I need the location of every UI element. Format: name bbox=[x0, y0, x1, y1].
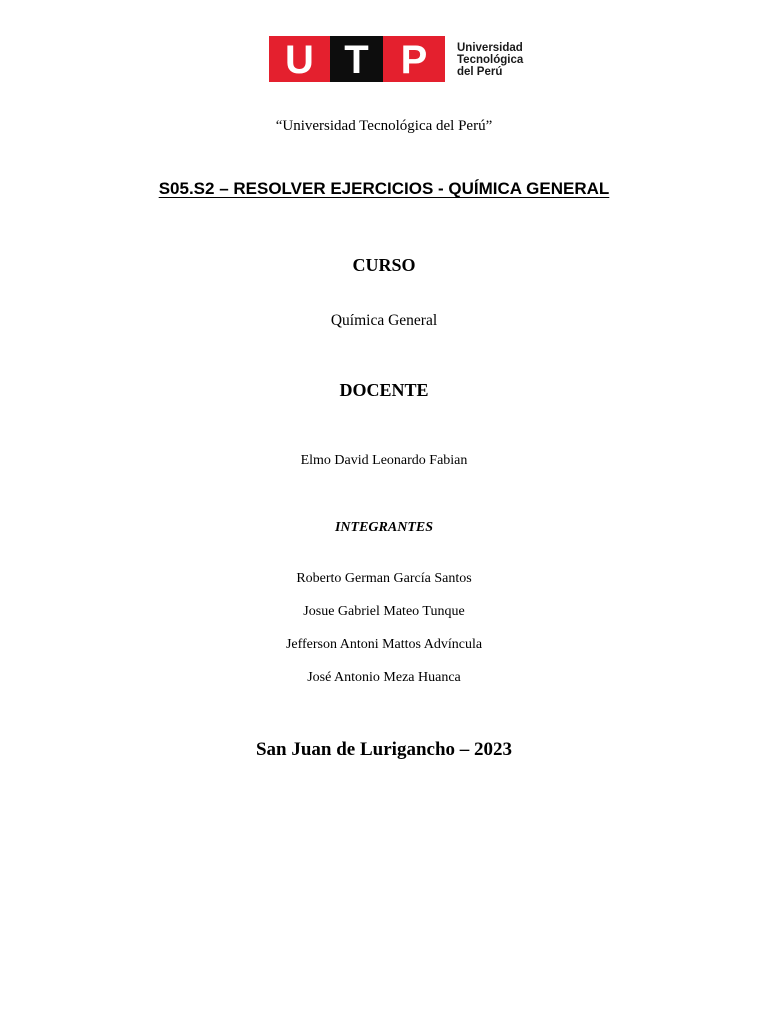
logo-letter-p: P bbox=[400, 38, 428, 82]
document-title bbox=[0, 179, 768, 199]
member-name: Josue Gabriel Mateo Tunque bbox=[303, 604, 465, 619]
logo-wordmark-line: del Perú bbox=[457, 66, 503, 78]
logo-letter-u: U bbox=[285, 38, 314, 82]
document-title-text: S05.S2 – RESOLVER EJERCICIOS - QUÍMICA GENERAL bbox=[158, 179, 610, 198]
teacher-heading: DOCENTE bbox=[339, 380, 429, 400]
member-name: Jefferson Antoni Mattos Advíncula bbox=[285, 637, 483, 652]
place-year: San Juan de Lurigancho – 2023 bbox=[255, 739, 513, 760]
course-heading: CURSO bbox=[352, 255, 416, 275]
logo-wordmark bbox=[457, 42, 523, 78]
member-name: José Antonio Meza Huanca bbox=[307, 670, 461, 685]
logo-wordmark-line: Tecnológica bbox=[457, 54, 524, 66]
logo-letter-t: T bbox=[344, 38, 369, 82]
members-heading: INTEGRANTES bbox=[334, 520, 434, 535]
institution-quote: “Universidad Tecnológica del Perú” bbox=[275, 118, 493, 134]
course-value: Química General bbox=[330, 312, 438, 329]
member-name: Roberto German García Santos bbox=[296, 571, 472, 586]
logo-wordmark-line: Universidad bbox=[457, 42, 523, 54]
teacher-value: Elmo David Leonardo Fabian bbox=[300, 453, 468, 468]
